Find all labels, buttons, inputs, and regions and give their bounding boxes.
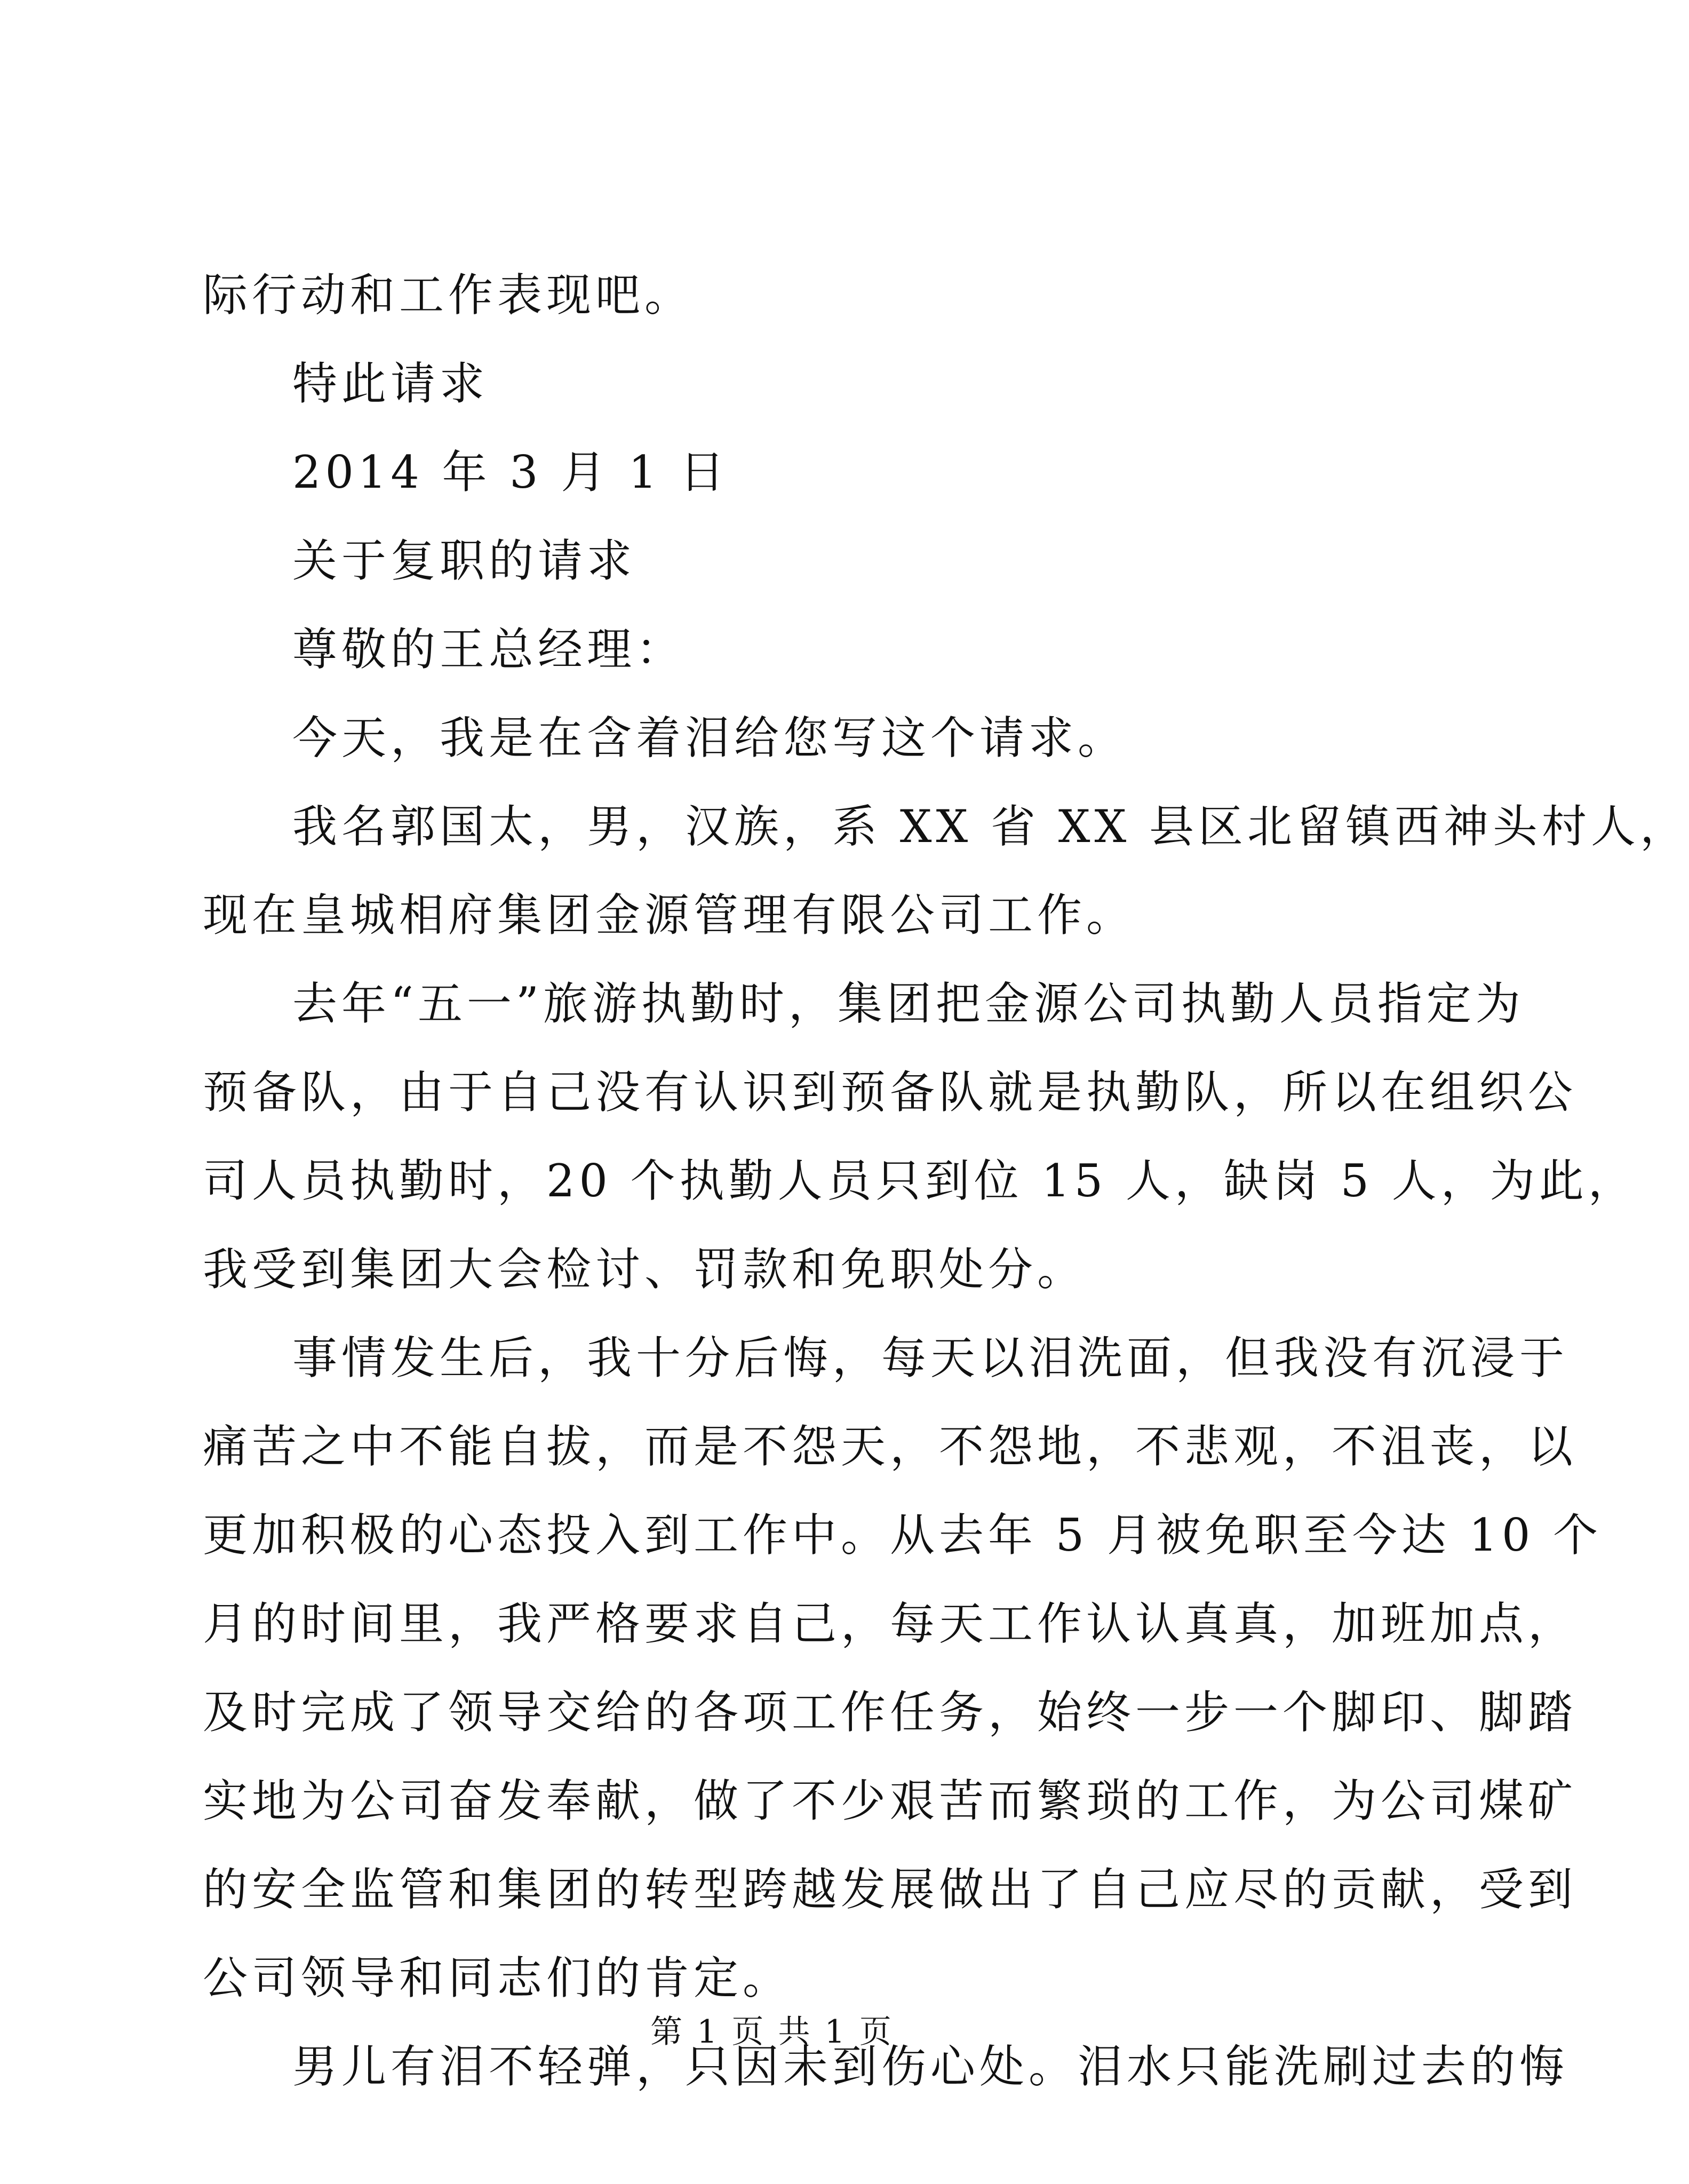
text-line: 公司领导和同志们的肯定。	[203, 1952, 792, 2004]
letter-title: 关于复职的请求	[292, 535, 636, 587]
document-body	[203, 251, 1689, 2111]
text-line: 际行动和工作表现吧。	[203, 269, 694, 321]
text-line: 我名郭国太，男，汉族，系 XX 省 XX 县区北留镇西神头村人，	[292, 800, 1689, 853]
text-line: 的安全监管和集团的转型跨越发展做出了自己应尽的贡献，受到	[203, 1863, 1578, 1916]
closing-phrase: 特此请求	[292, 358, 489, 410]
text-line: 痛苦之中不能自拔，而是不怨天，不怨地，不悲观，不沮丧，以	[203, 1420, 1578, 1473]
text-line: 我受到集团大会检讨、罚款和免职处分。	[203, 1243, 1087, 1296]
text-line: 月的时间里，我严格要求自己，每天工作认认真真，加班加点，	[203, 1598, 1578, 1650]
text-line: 去年“五一”旅游执勤时，集团把金源公司执勤人员指定为	[292, 978, 1525, 1030]
salutation: 尊敬的王总经理：	[292, 623, 686, 676]
text-line: 今天，我是在含着泪给您写这个请求。	[292, 712, 1127, 764]
text-line: 司人员执勤时，20 个执勤人员只到位 15 人，缺岗 5 人，为此，	[203, 1155, 1637, 1207]
text-line: 现在皇城相府集团金源管理有限公司工作。	[203, 889, 1136, 941]
text-line: 男儿有泪不轻弹，只因未到伤心处。泪水只能洗刷过去的悔	[292, 2040, 1569, 2093]
date-line: 2014 年 3 月 1 日	[292, 446, 729, 498]
text-line: 及时完成了领导交给的各项工作任务，始终一步一个脚印、脚踏	[203, 1686, 1578, 1738]
text-line: 实地为公司奋发奉献，做了不少艰苦而繁琐的工作，为公司煤矿	[203, 1775, 1578, 1827]
text-line: 更加积极的心态投入到工作中。从去年 5 月被免职至今达 10 个	[203, 1509, 1603, 1561]
text-line: 事情发生后，我十分后悔，每天以泪洗面，但我没有沉浸于	[292, 1332, 1569, 1384]
text-line: 预备队，由于自己没有认识到预备队就是执勤队，所以在组织公	[203, 1066, 1578, 1118]
page-number: 第 1 页 共 1 页	[650, 2013, 894, 2051]
page-footer	[0, 2006, 1544, 2052]
